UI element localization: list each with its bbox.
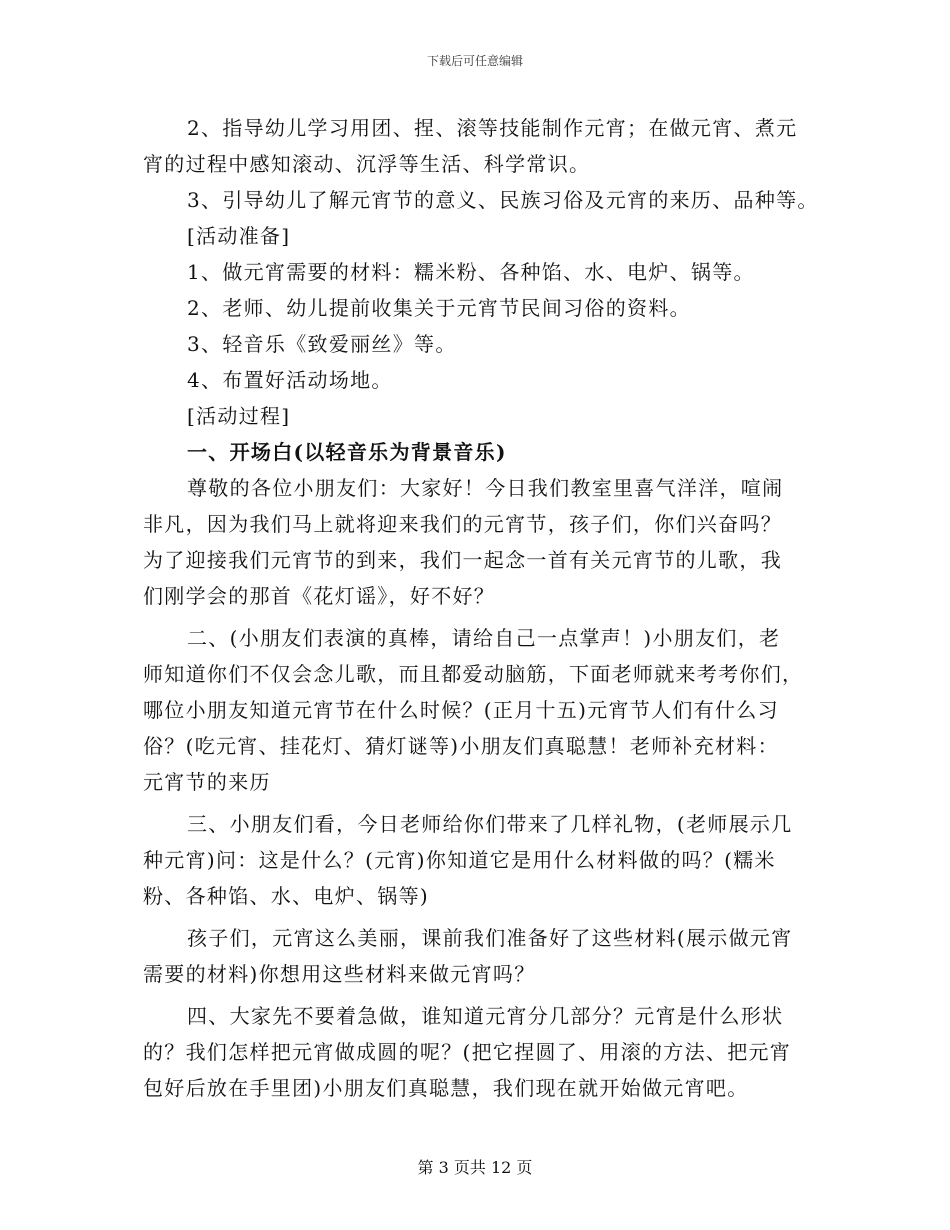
- page-header: 下载后可任意编辑: [426, 54, 523, 68]
- section-label: [活动过程]: [187, 404, 291, 428]
- text-line: 尊敬的各位小朋友们：大家好！今日我们教室里喜气洋洋，喧闹: [187, 476, 784, 500]
- text-line: 们刚学会的那首《花灯谣》，好不好？: [143, 584, 496, 608]
- text-line: 4、布置好活动场地。: [187, 368, 393, 392]
- text-line: 元宵节的来历: [143, 770, 271, 794]
- text-line: 1、做元宵需要的材料：糯米粉、各种馅、水、电炉、锅等。: [187, 260, 755, 284]
- text-line: 的？我们怎样把元宵做成圆的呢？(把它捏圆了、用滚的方法、把元宵: [143, 1040, 792, 1064]
- text-line: 三、小朋友们看，今日老师给你们带来了几样礼物，(老师展示几: [187, 812, 793, 836]
- text-line: 非凡，因为我们马上就将迎来我们的元宵节，孩子们，你们兴奋吗？: [143, 512, 782, 536]
- text-line: 为了迎接我们元宵节的到来，我们一起念一首有关元宵节的儿歌，我: [143, 548, 782, 572]
- section-label: [活动准备]: [187, 224, 291, 248]
- text-line: 3、轻音乐《致爱丽丝》等。: [187, 332, 457, 356]
- text-line: 3、引导幼儿了解元宵节的意义、民族习俗及元宵的来历、品种等。: [187, 188, 819, 212]
- text-line: 需要的材料)你想用这些材料来做元宵吗？: [143, 962, 536, 986]
- text-line: 包好后放在手里团)小朋友们真聪慧，我们现在就开始做元宵吧。: [143, 1076, 749, 1100]
- text-line: 宵的过程中感知滚动、沉浮等生活、科学常识。: [143, 152, 591, 176]
- text-line: 2、指导幼儿学习用团、捏、滚等技能制作元宵；在做元宵、煮元: [187, 116, 798, 140]
- text-line: 四、大家先不要着急做，谁知道元宵分几部分？元宵是什么形状: [187, 1004, 784, 1028]
- text-line: 哪位小朋友知道元宵节在什么时候？(正月十五)元宵节人们有什么习: [143, 698, 779, 722]
- document-body: [143, 110, 819, 1106]
- text-line: 粉、各种馅、水、电炉、锅等): [143, 884, 430, 908]
- section-heading: 一、开场白(以轻音乐为背景音乐): [187, 440, 507, 464]
- text-line: 二、(小朋友们表演的真棒，请给自己一点掌声！)小朋友们，老: [187, 626, 781, 650]
- text-line: 2、老师、幼儿提前收集关于元宵节民间习俗的资料。: [187, 296, 691, 320]
- text-line: 孩子们，元宵这么美丽，课前我们准备好了这些材料(展示做元宵: [187, 926, 793, 950]
- text-line: 种元宵)问：这是什么？(元宵)你知道它是用什么材料做的吗？(糯米: [143, 848, 776, 872]
- page-footer: 第 3 页共 12 页: [417, 1158, 533, 1177]
- text-line: 俗？(吃元宵、挂花灯、猜灯谜等)小朋友们真聪慧！老师补充材料：: [143, 734, 779, 758]
- text-line: 师知道你们不仅会念儿歌，而且都爱动脑筋，下面老师就来考考你们，: [143, 662, 804, 686]
